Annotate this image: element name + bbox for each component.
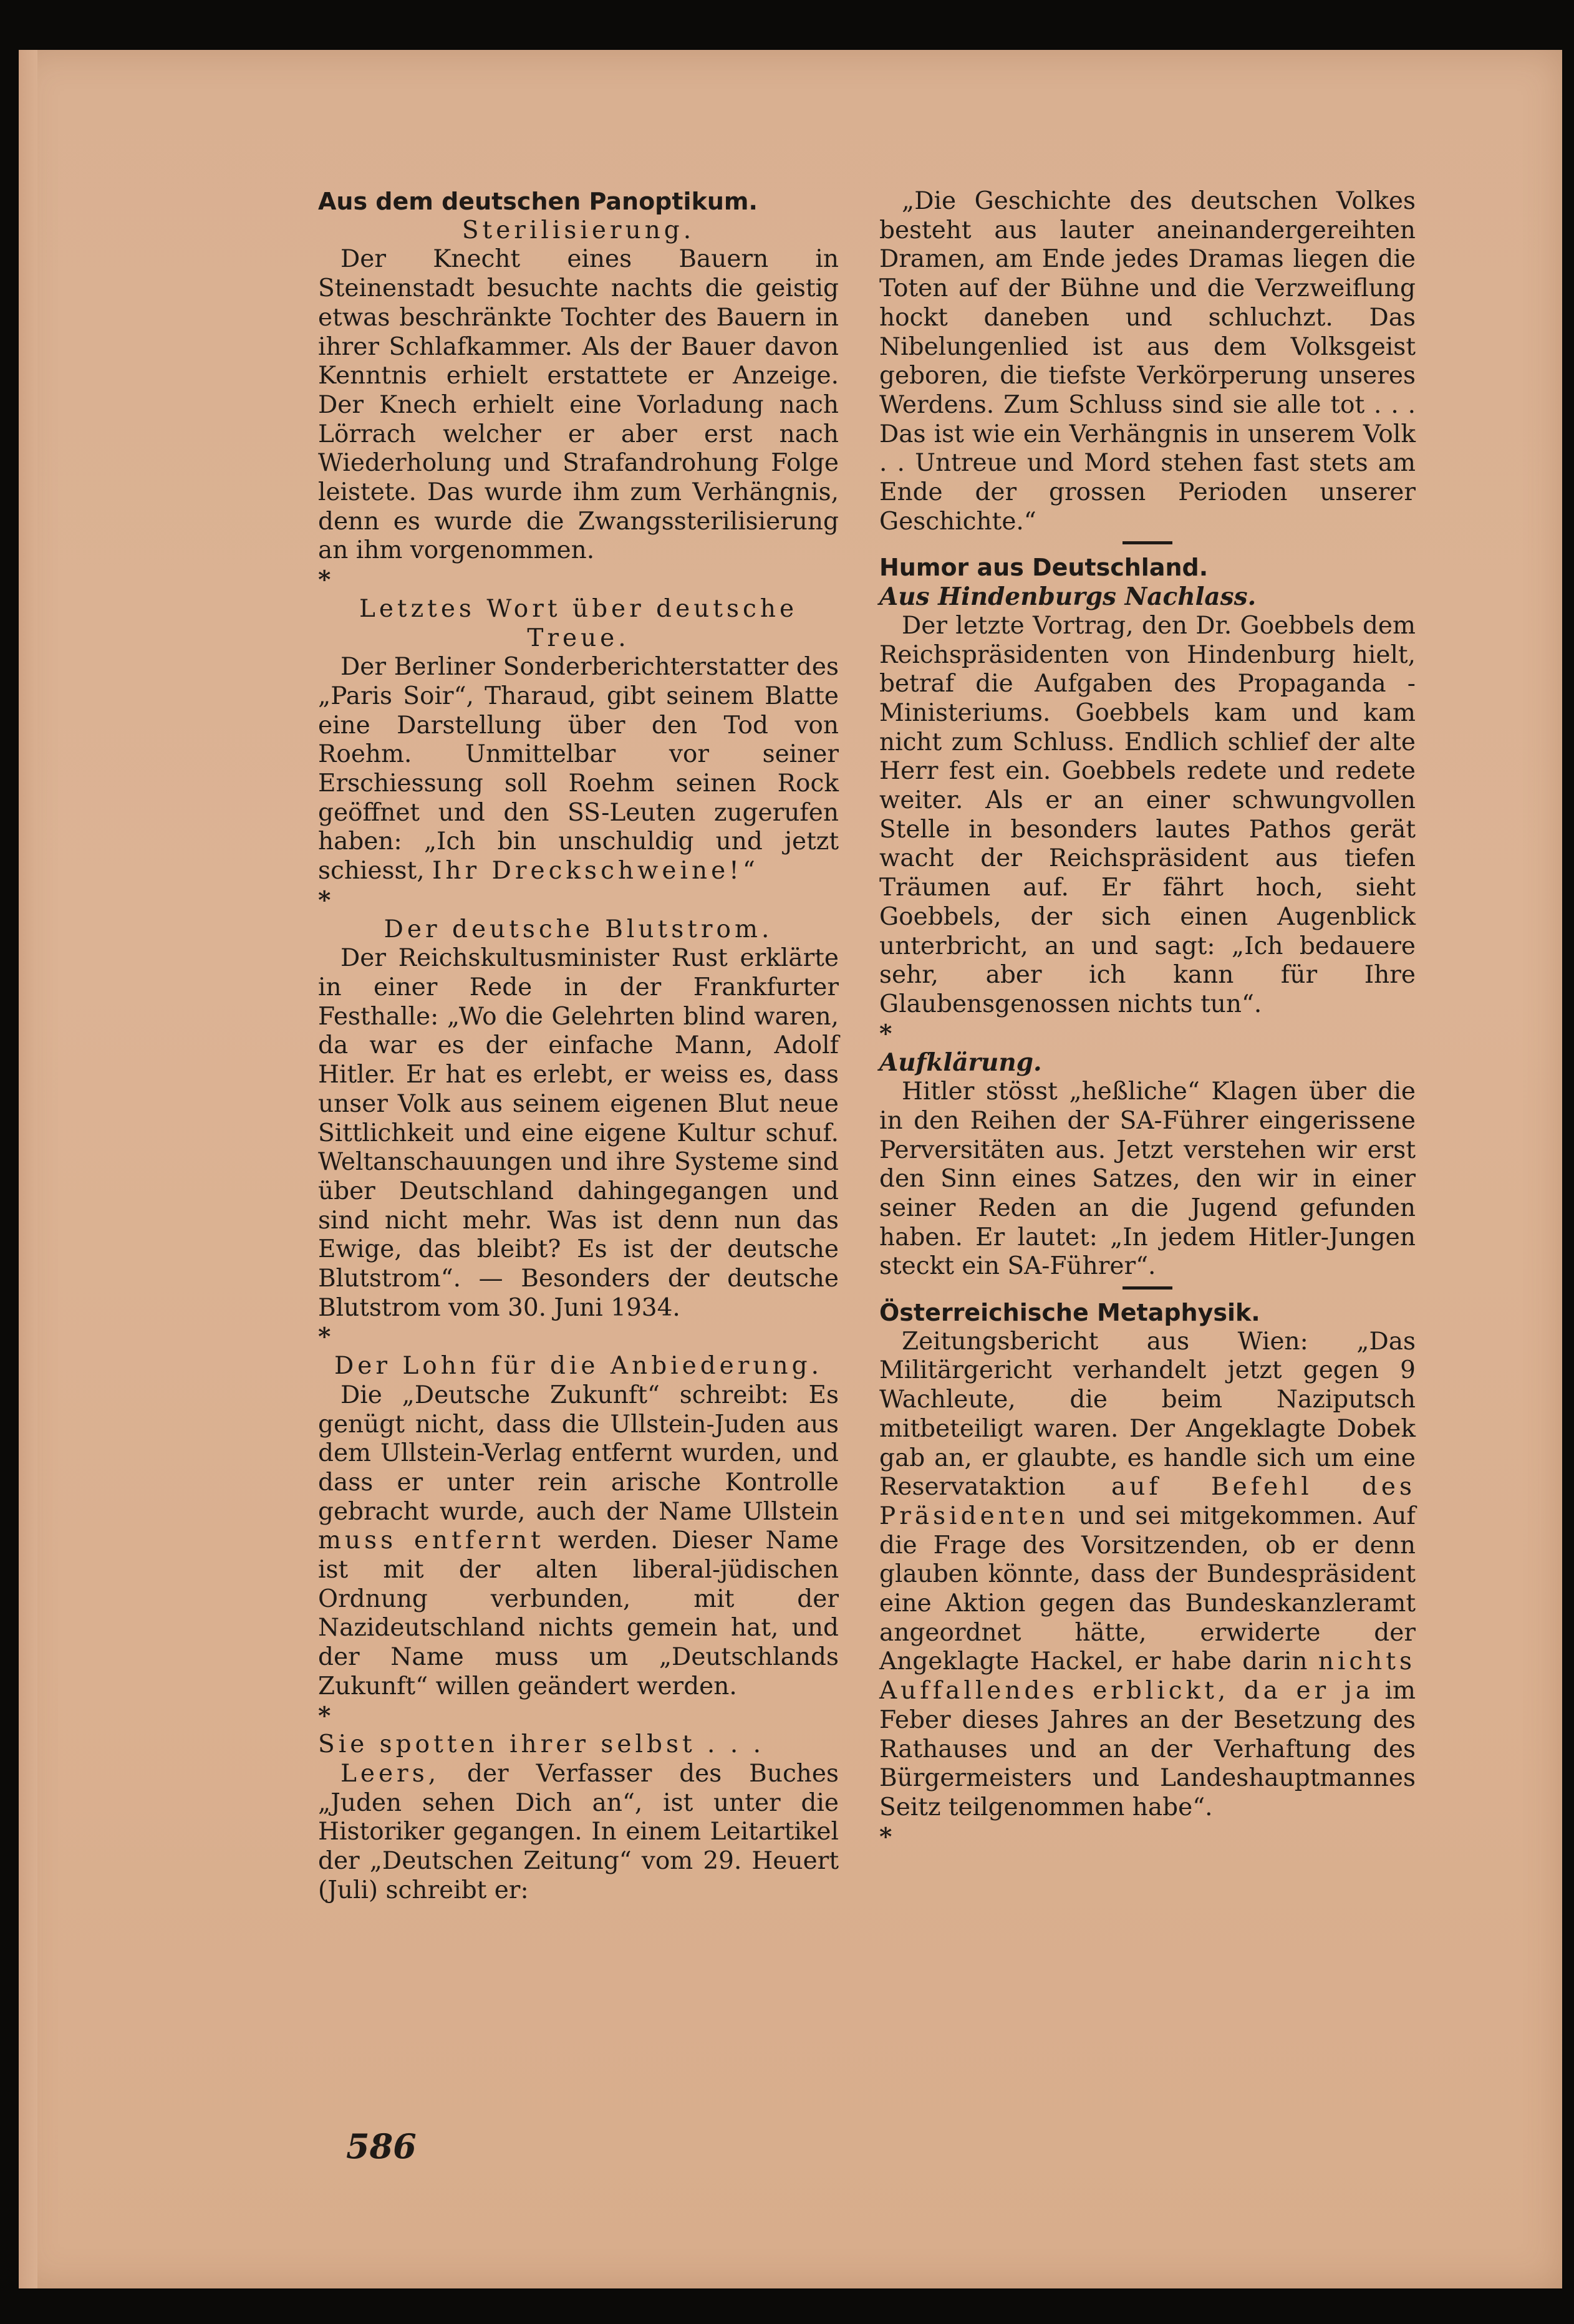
article-anbiederung-text-c: werden. Dieser Name ist mit der alten liberal-jüdischen Ordnung verbunden, mit der Nazideutschland nichts gemein hat, und der Name muss um „Deutschlands Zukunft“ willen geändert werden.	[318, 1526, 839, 1700]
separator-star: *	[318, 566, 331, 595]
right-column	[879, 187, 1416, 1851]
subtitle-sterilisierung: Sterilisierung.	[461, 216, 695, 244]
article-metaphysik-text-c: und sei mitgekommen. Auf die Frage des Vorsitzenden, ob er denn glauben könnte, dass der Bundespräsident eine Aktion gegen das Bundeskanzleramt angeordnet hätte, erwiderte der Angeklagte Hackel, er habe darin	[879, 1502, 1416, 1676]
left-column	[318, 187, 839, 1905]
article-spotten	[318, 1760, 839, 1906]
page-edge	[19, 50, 37, 2288]
divider-rule	[1123, 541, 1172, 544]
article-anbiederung-spaced: muss entfernt	[318, 1526, 544, 1555]
article-metaphysik-spaced-b: auf Befehl des Präsidenten	[879, 1473, 1416, 1530]
quote-geschichte: „Die Geschichte des deutschen Volkes besteht aus lauter aneinandergereihten Dramen, am Ende jedes Dramas liegen die Toten auf der Bühne und die Verzweiflung hockt daneben und schluchzt. Das Nibelungenlied ist aus dem Volksgeist geboren, die tiefste Verkörperung unseres Werdens. Zum Schluss sind sie alle tot . . . Das ist wie ein Verhängnis in unserem Volk . . Untreue und Mord stehen fast stets am Ende der grossen Perioden unserer Geschichte.“	[879, 187, 1416, 536]
page-number: 586	[346, 2126, 417, 2166]
article-metaphysik-spaced-d: nichts Auffallendes erblickt, da er ja	[879, 1647, 1416, 1705]
subtitle-blutstrom: Der deutsche Blutstrom.	[384, 915, 773, 943]
article-letztes-wort-text: Der Berliner Sonderberichterstatter des „Paris Soir“, Tharaud, gibt seinem Blatte eine Darstellung über den Tod von Roehm. Unmittelbar vor seiner Erschiessung soll Roehm seinen Rock geöffnet und den SS-Leuten zugerufen haben: „Ich bin unschuldig und jetzt schiesst,	[318, 653, 839, 885]
article-anbiederung-text-a: Die „Deutsche Zukunft“ schreibt: Es genügt nicht, dass die Ullstein-Juden aus dem Ullstein-Verlag entfernt wurden, und dass er unter rein arische Kontrolle gebracht wurde, auch der Name Ullstein	[318, 1381, 839, 1526]
separator-star: *	[318, 1323, 331, 1352]
article-letztes-wort	[318, 653, 839, 886]
article-sterilisierung: Der Knecht eines Bauern in Steinenstadt besuchte nachts die geistig etwas beschränkte Tochter des Bauern in ihrer Schlafkammer. Als der Bauer davon Kenntnis erhielt erstattete er Anzeige. Der Knech erhielt eine Vorladung nach Lörrach welcher er aber erst nach Wiederholung und Strafandrohung Folge leistete. Das wurde ihm zum Verhängnis, denn es wurde die Zwangssterilisierung an ihm vorgenommen.	[318, 245, 839, 565]
divider-rule	[1123, 1286, 1172, 1290]
article-metaphysik-text-a: Zeitungsbericht aus Wien: „Das Militärgericht verhandelt jetzt gegen 9 Wachleute, die beim Naziputsch mitbeteiligt waren. Der Angeklagte Dobek gab an, er glaubte, es handle sich um eine Reservataktion	[879, 1327, 1416, 1502]
article-blutstrom: Der Reichskultusminister Rust erklärte in einer Rede in der Frankfurter Festhalle: „Wo die Gelehrten blind waren, da war es der einfache Mann, Adolf Hitler. Er hat es erlebt, er weiss es, dass unser Volk aus seinem eigenen Blut neue Sittlichkeit und eine eigene Kultur schuf. Weltanschauungen und ihre Systeme sind über Deutschland dahingegangen und sind nicht mehr. Was ist denn nun das Ewige, das bleibt? Es ist der deutsche Blutstrom“. — Besonders der deutsche Blutstrom vom 30. Juni 1934.	[318, 944, 839, 1322]
article-spotten-text: der Verfasser des Buches „Juden sehen Dich an“, ist unter die Historiker gegangen. In einem Leitartikel der „Deutschen Zeitung“ vom 29. Heuert (Juli) schreibt er:	[318, 1759, 839, 1904]
article-spotten-name: Leers,	[340, 1759, 440, 1788]
subtitle-letztes-wort: Letztes Wort über deutsche Treue.	[359, 594, 798, 652]
article-metaphysik	[879, 1328, 1416, 1823]
article-aufklaerung: Hitler stösst „heßliche“ Klagen über die in den Reihen der SA-Führer eingerissene Perversitäten aus. Jetzt verstehen wir erst den Sinn eines Satzes, den wir in einer seiner Reden an die Jugend gefunden haben. Er lautet: „In jedem Hitler-Jungen steckt ein SA-Führer“.	[879, 1078, 1416, 1281]
subtitle-anbiederung: Der Lohn für die Anbiederung.	[334, 1352, 823, 1381]
article-nachlass: Der letzte Vortrag, den Dr. Goebbels dem Reichspräsidenten von Hindenburg hielt, betraf die Aufgaben des Propaganda - Ministeriums. Goebbels kam und kam nicht zum Schluss. Endlich schlief der alte Herr fest ein. Goebbels redete und redete weiter. Als er an einer schwungvollen Stelle in besonders lautes Pathos gerät wacht der Reichspräsident aus tiefen Träumen auf. Er fährt hoch, sieht Goebbels, der sich einen Augenblick unterbricht, an und sagt: „Ich bedauere sehr, aber ich kann für Ihre Glaubensgenossen nichts tun“.	[879, 611, 1416, 1018]
section-title-humor: Humor aus Deutschland.	[879, 554, 1209, 582]
separator-star: *	[318, 1701, 331, 1730]
subtitle-spotten: Sie spotten ihrer selbst . . .	[318, 1730, 765, 1759]
separator-star: *	[318, 885, 331, 915]
section-title-panoptikum: Aus dem deutschen Panoptikum.	[318, 188, 758, 215]
section-title-metaphysik: Österreichische Metaphysik.	[879, 1299, 1260, 1327]
article-metaphysik-text-e: im Feber dieses Jahres an der Besetzung des Rathauses und an der Verhaftung des Bürgermeisters und Landeshauptmannes Seitz teilgenommen habe“.	[879, 1677, 1416, 1821]
subtitle-aufklaerung: Aufklärung.	[879, 1048, 1042, 1078]
article-anbiederung	[318, 1381, 839, 1702]
article-letztes-wort-quote: Ihr Dreckschweine!“	[432, 857, 759, 885]
separator-star: *	[879, 1019, 892, 1048]
subtitle-nachlass: Aus Hindenburgs Nachlass.	[879, 582, 1257, 612]
separator-star: *	[879, 1822, 892, 1851]
